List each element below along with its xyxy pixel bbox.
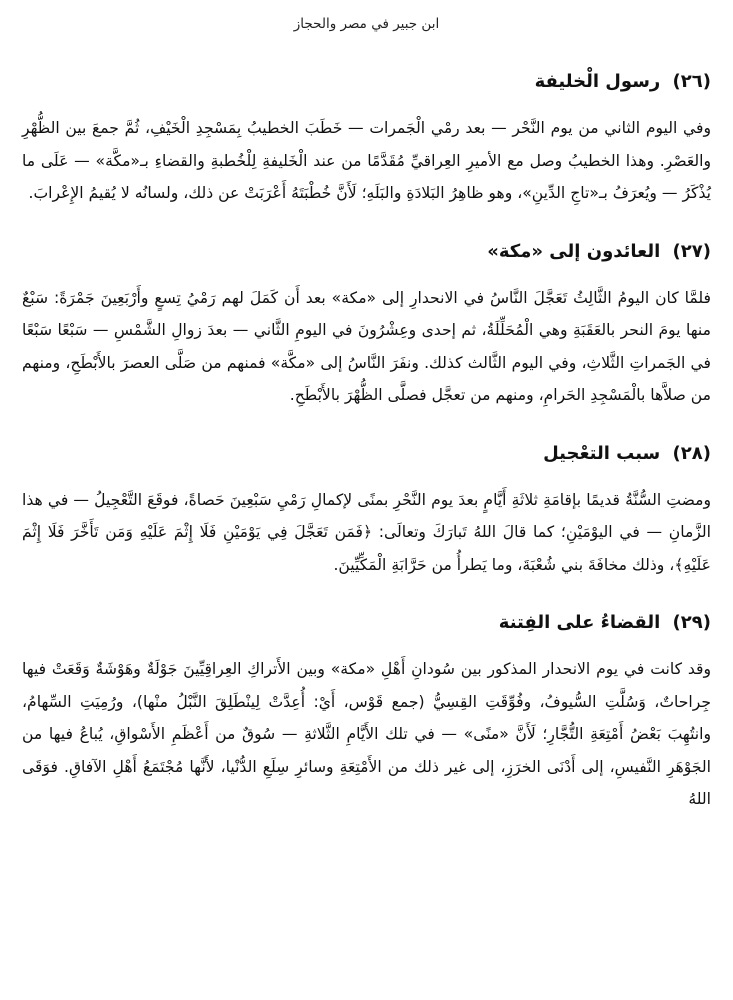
- section-title: القضاءُ على الفِتنة: [498, 612, 661, 633]
- section-title: رسول الْخليفة: [534, 71, 661, 92]
- section-title: سبب التعْجيل: [543, 442, 661, 464]
- section-heading: [22, 440, 711, 468]
- section-number: (٢٦): [672, 71, 711, 92]
- section-28: [22, 440, 711, 582]
- section-paragraph: وقد كانت في يوم الانحدار المذكور بين سُودانِ أَهْلِ «مكة» وبين الأَتراكِ العِراقِيِّينَ جَوْلَةٌ وهَوْشَةٌ وَقَعَتْ فيها جِراحاتٌ، وَسُلَّتِ السُّيوفُ، وفُوِّقَتِ القِسِيُّ (جمع قَوْس، أَيْ: أُعِدَّتْ لِينْطَلِقَ النَّبْلُ منْها)، ورُمِيَتِ السِّهامُ، وانتُهِبَ بَعْضُ أَمْتِعَةِ التُّجَّارِ؛ لَأَنَّ «منًى» — في تلك الأَيَّامِ الثَّلاثةِ — سُوقٌ من أَعْظَمِ الأَسْواقِ، يُباعُ فيها من الجَوْهَرِ النَّفيسِ، إلى أَدْنَى الخرَزِ، إلى غير ذلك من الأَمْتِعَةِ وسائرِ سِلَعِ الدُّنْيا، لأَنَّها مُجْتَمَعُ أَهْلِ الآفاقِ. فوَقَى اللهُ: [22, 660, 711, 808]
- section-heading: [22, 68, 711, 96]
- section-number: (٢٨): [672, 442, 711, 464]
- section-27: [22, 238, 711, 412]
- section-heading: [22, 238, 711, 266]
- section-paragraph: فلمَّا كان اليومُ الثَّالِثُ تَعَجَّلَ النَّاسُ في الانحدارِ إلى «مكة» بعد أَن كَمَلَ لهم رَمْيُ تِسعٍ وأَرْبَعِينَ جَمْرَةً: سَبْعٌ منها يومَ النحر بالعَقَبَةِ وهي الْمُحَلِّلَةُ، ثم إحدى وعِشْرُونَ في اليومِ الثَّاني — بعدَ زوالِ الشَّمْسِ — سَبْعًا سَبْعًا في الجَمراتِ الثَّلاثِ، وفي اليوم الثَّالث كذلك. ونفَرَ النَّاسُ إلى «مكَّة» فمنهم من صَلَّى العصرَ بالأَبْطَحِ، ومنهم من صلاَّها بالْمَسْجِدِ الحَرامِ، ومنهم من تعجَّل فصلَّى الظُّهْرَ بالأَبْطَحِ.: [22, 288, 711, 404]
- section-heading: [22, 609, 711, 637]
- section-paragraph: وفي اليوم الثاني من يوم النَّحْر — بعد رمْي الْجَمرات — خَطَبَ الخطيبُ بِمَسْجِدِ الْخَيْفِ، ثُمَّ جمعَ بين الظُّهْرِ والعَصْرِ. وهذا الخطيبُ وصل مع الأميرِ العِراقيِّ مُقَدَّمًا من عند الْخَليفةِ لِلْخُطبةِ والقضاءِ بـ«مكَّة» — عَلَى ما يُذْكَرُ — ويُعرَفُ بـ«تاجِ الدِّينِ»، وهو ظاهِرُ البَلادَةِ والبَلَهِ؛ لَأَنَّ خُطْبَتَهُ أَعْرَبَتْ عن ذلك، ولسانُه لا يُقيمُ الإِعْرابَ.: [22, 119, 711, 202]
- running-header: ابن جبير في مصر والحجاز: [293, 16, 440, 32]
- section-number: (٢٧): [672, 240, 711, 262]
- section-title: العائدون إلى «مكة»: [487, 240, 661, 262]
- section-29: [22, 609, 711, 816]
- section-26: [22, 68, 711, 210]
- section-paragraph: ومضتِ السُّنَّةُ قديمًا بإقامَةِ ثلاثَةِ أَيَّامٍ بعدَ يوم النَّحْرِ بمنًى لإكمالِ رَمْيِ سَبْعِينَ حَصاةً، فوقَعَ التَّعْجِيلُ — في هذا الزَّمانِ — في اليوْمَيْنِ؛ كما قالَ اللهُ تَبارَكَ وتعالَى: ﴿فَمَن تَعَجَّلَ فِي يَوْمَيْنِ فَلَا إِثْمَ عَلَيْهِ وَمَن تَأَخَّرَ فَلَا إِثْمَ عَلَيْهِ﴾، وذلك مخافَةَ بني شُعْبَةَ، وما يَطرأُ من حَرَّابَةِ الْمَكِّيِّينَ.: [22, 490, 711, 574]
- section-number: (٢٩): [672, 612, 711, 633]
